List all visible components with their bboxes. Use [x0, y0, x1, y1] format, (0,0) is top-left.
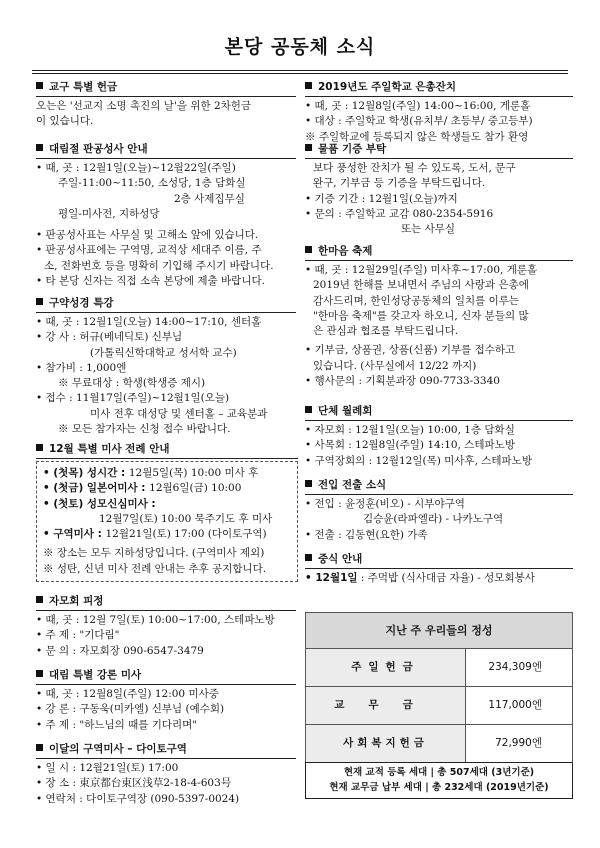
- section-heading: 한마음 축제: [318, 245, 373, 257]
- square-bullet-icon: [305, 82, 312, 89]
- table-row: [306, 687, 573, 725]
- section-donation-request: [305, 142, 573, 237]
- section-heading: 단체 월례회: [318, 405, 373, 417]
- square-bullet-icon: [36, 82, 43, 89]
- text-line: • 장 소 : 東京都台東区浅草2-18-4-603号: [36, 777, 232, 790]
- text-line: 평일-미사전, 지하성당: [58, 207, 160, 220]
- text-line: • 때, 곳 : 12월8일(주일) 12:00 미사중: [36, 688, 219, 701]
- table-row: [306, 649, 573, 687]
- text-line: • 접수 : 11월17일(주일)~12월1일(오늘): [36, 392, 230, 405]
- offering-label: 주일헌금: [306, 649, 466, 687]
- text-line: • 문의 : 주일학교 교감 080-2354-5916: [305, 207, 494, 220]
- page-title: 본당 공동체 소식: [224, 36, 376, 58]
- text-line: • 때, 곳 : 12월1일(오늘) 14:00~17:10, 센터홀: [36, 316, 262, 329]
- section-hanmaeum-festival: [305, 244, 573, 389]
- section-heading: 2019년도 주일학교 은총잔치: [318, 81, 456, 93]
- text-line: 있습니다. (사무실에서 12/22 까지): [313, 359, 477, 372]
- square-bullet-icon: [36, 444, 43, 451]
- section-old-testament-lecture: [36, 296, 296, 437]
- text-line: 미사 전후 대성당 및 센터홀 – 교육분과: [90, 407, 268, 420]
- lunch-date: • 12월1일: [305, 572, 358, 585]
- square-bullet-icon: [305, 480, 312, 487]
- section-heading: 대림절 판공성사 안내: [49, 143, 148, 155]
- text-line: 은 관심과 협조를 부탁드립니다.: [313, 325, 459, 338]
- text-line: 2층 사제집무실: [174, 192, 245, 205]
- text-line: • 전출 : 김동현(요한) 가족: [305, 528, 428, 541]
- square-bullet-icon: [36, 596, 43, 603]
- square-bullet-icon: [36, 298, 43, 305]
- section-district-mass: [36, 742, 296, 807]
- text-line: • 판공성사표에는 구역명, 교적상 세대주 이름, 주: [36, 244, 262, 257]
- text-line: 완구, 기부금 등 기증을 부탁드립니다.: [313, 177, 486, 190]
- text-line: • 때, 곳 : 12월8일(주일) 14:00~16:00, 게룬홀: [305, 100, 531, 113]
- table-row: [306, 725, 573, 763]
- offering-table-section: [305, 612, 573, 763]
- text-line: 감사드리며, 한인성당공동체의 일치를 이루는: [313, 294, 520, 307]
- square-bullet-icon: [305, 406, 312, 413]
- text-line: • 연락처 : 다이토구역장 (090-5397-0024): [36, 792, 240, 805]
- section-transfers: [305, 478, 573, 543]
- text-line: • 사목회 : 12월8일(주일) 14:10, 스테파노방: [305, 439, 515, 452]
- mass-label: • (첫토) 성모신심미사 :: [43, 497, 156, 510]
- mass-time: 12월6일(금) 10:00: [149, 482, 242, 495]
- text-line: • 대상 : 주일학교 학생(유치부/ 초등부/ 중고등부): [305, 115, 533, 128]
- text-line: • 판공성사표는 사무실 및 고해소 앞에 있습니다.: [36, 229, 259, 242]
- offering-value: 234,309엔: [466, 649, 573, 687]
- text-line: 2019년 한해를 보내면서 주님의 사랑과 은총에: [313, 279, 529, 292]
- text-line: 또는 사무실: [401, 223, 456, 236]
- text-line: • 주 제 : "기다림": [36, 629, 120, 642]
- text-line: • 기증 기간 : 12월1일(오늘)까지: [305, 192, 458, 205]
- text-line: 오는은 '선교지 소명 촉진의 날'을 위한 2차헌금: [36, 100, 252, 113]
- text-line: • 강 사 : 허규(베네딕토) 신부님: [36, 331, 183, 344]
- section-group-meetings: [305, 404, 573, 469]
- text-line: ※ 주일학교에 등록되지 않은 학생들도 참가 환영: [305, 130, 529, 143]
- offering-label: 사회복지헌금: [306, 725, 466, 763]
- section-advent-confession: [36, 142, 296, 289]
- text-line: 주일-11:00~11:50, 소성당, 1층 담화실: [58, 177, 246, 190]
- mass-schedule-box: [36, 461, 298, 582]
- text-line: (가톨릭신학대학교 성서학 교수): [90, 346, 237, 359]
- text-line: • 참가비 : 1,000엔: [36, 361, 127, 374]
- section-heading: 물품 기증 부탁: [318, 143, 387, 155]
- section-heading: 12월 특별 미사 전례 안내: [49, 443, 170, 455]
- registered-households-line: 현재 교적 등록 세대 | 총 507세대 (3년기준): [343, 767, 535, 778]
- text-line: • 일 시 : 12월21일(토) 17:00: [36, 762, 179, 775]
- section-sunday-school-feast: [305, 80, 573, 145]
- offering-table: [305, 612, 573, 763]
- text-line: ※ 모든 참가자는 신청 접수 바랍니다.: [58, 422, 231, 435]
- offering-value: 117,000엔: [466, 687, 573, 725]
- text-line: • 기부금, 상품권, 상품(신품) 기부를 접수하고: [305, 344, 516, 357]
- section-heading: 교구 특별 헌금: [49, 81, 118, 93]
- text-line: 이 있습니다.: [36, 115, 94, 128]
- section-heading: 구약성경 특강: [49, 297, 114, 309]
- section-lunch-info: [305, 552, 573, 586]
- text-line: ※ 장소는 모두 지하성당입니다. (구역미사 제외): [43, 547, 265, 560]
- square-bullet-icon: [305, 246, 312, 253]
- section-heading: 대림 특별 강론 미사: [49, 669, 142, 681]
- square-bullet-icon: [36, 144, 43, 151]
- section-advent-homily-mass: [36, 668, 296, 733]
- text-line: 소, 전화번호 등을 명확히 기입해 주시기 바랍니다.: [44, 259, 274, 272]
- paying-households-line: 현재 교무금 납부 세대 | 총 232세대 (2019년기준): [329, 781, 549, 793]
- text-line: • 때, 곳 : 12월29일(주일) 미사후~17:00, 게룬홀: [305, 264, 538, 277]
- household-summary-box: [305, 762, 573, 799]
- section-december-masses: [36, 442, 298, 582]
- text-line: • 때, 곳 : 12월 7일(토) 10:00~17:00, 스테파노방: [36, 614, 275, 627]
- square-bullet-icon: [36, 670, 43, 677]
- text-line: ※ 성탄, 신년 미사 전례 안내는 추후 공지합니다.: [43, 562, 267, 575]
- text-line: • 구역장회의 : 12월12일(목) 미사후, 스테파노방: [305, 454, 532, 467]
- square-bullet-icon: [36, 744, 43, 751]
- mass-label: • (첫목) 성시간 :: [43, 467, 129, 480]
- offering-table-header: 지난 주 우리들의 정성: [306, 613, 573, 649]
- text-line: • 때, 곳 : 12월1일(오늘)~12월22일(주일): [36, 162, 236, 175]
- text-line: "한마음 축제"를 갖고자 하오니, 신자 분들의 많: [313, 309, 529, 322]
- offering-value: 72,990엔: [466, 725, 573, 763]
- mass-time: 12월7일(토) 10:00 묵주기도 후 미사: [99, 512, 273, 525]
- text-line: • 문 의 : 자모회장 090-6547-3479: [36, 644, 204, 657]
- text-line: • 전입 : 윤정훈(비오) - 시부야구역: [305, 498, 465, 511]
- text-line: • 강 론 : 구동욱(미카엘) 신부님 (예수회): [36, 703, 225, 716]
- text-line: 김승윤(라파엘라) - 나카노구역: [363, 513, 504, 526]
- text-line: • 자모회 : 12월1일(오늘) 10:00, 1층 담화실: [305, 424, 515, 437]
- text-line: • 주 제 : "하느님의 때를 기다리며": [36, 718, 198, 731]
- mass-label: • 구역미사 :: [43, 528, 106, 541]
- text-line: • 타 본당 신자는 직접 소속 본당에 제출 바랍니다.: [36, 274, 265, 287]
- mass-time: 12월21일(토) 17:00 (다이토구역): [105, 528, 267, 541]
- section-heading: 이달의 구역미사 – 다이토구역: [49, 743, 187, 755]
- section-mothers-retreat: [36, 594, 296, 659]
- lunch-detail: : 주먹밥 (식사대금 자율) - 성모회봉사: [357, 572, 535, 585]
- section-heading: 자모회 피정: [49, 595, 104, 607]
- section-heading: 전입 전출 소식: [318, 479, 387, 491]
- text-line: ※ 무료대상 : 학생(학생증 제시): [58, 377, 206, 390]
- text-line: 보다 풍성한 잔치가 될 수 있도록, 도서, 문구: [313, 162, 516, 175]
- section-heading: 중식 안내: [318, 553, 363, 565]
- mass-time: 12월5일(목) 10:00 미사 후: [128, 467, 259, 480]
- offering-label: 교무금: [306, 687, 466, 725]
- mass-label: • (첫금) 일본어미사 :: [43, 482, 150, 495]
- square-bullet-icon: [305, 144, 312, 151]
- section-diocese-collection: [36, 80, 296, 130]
- square-bullet-icon: [305, 554, 312, 561]
- title-divider: [32, 70, 568, 74]
- text-line: • 행사문의 : 기획분과장 090-7733-3340: [305, 374, 500, 387]
